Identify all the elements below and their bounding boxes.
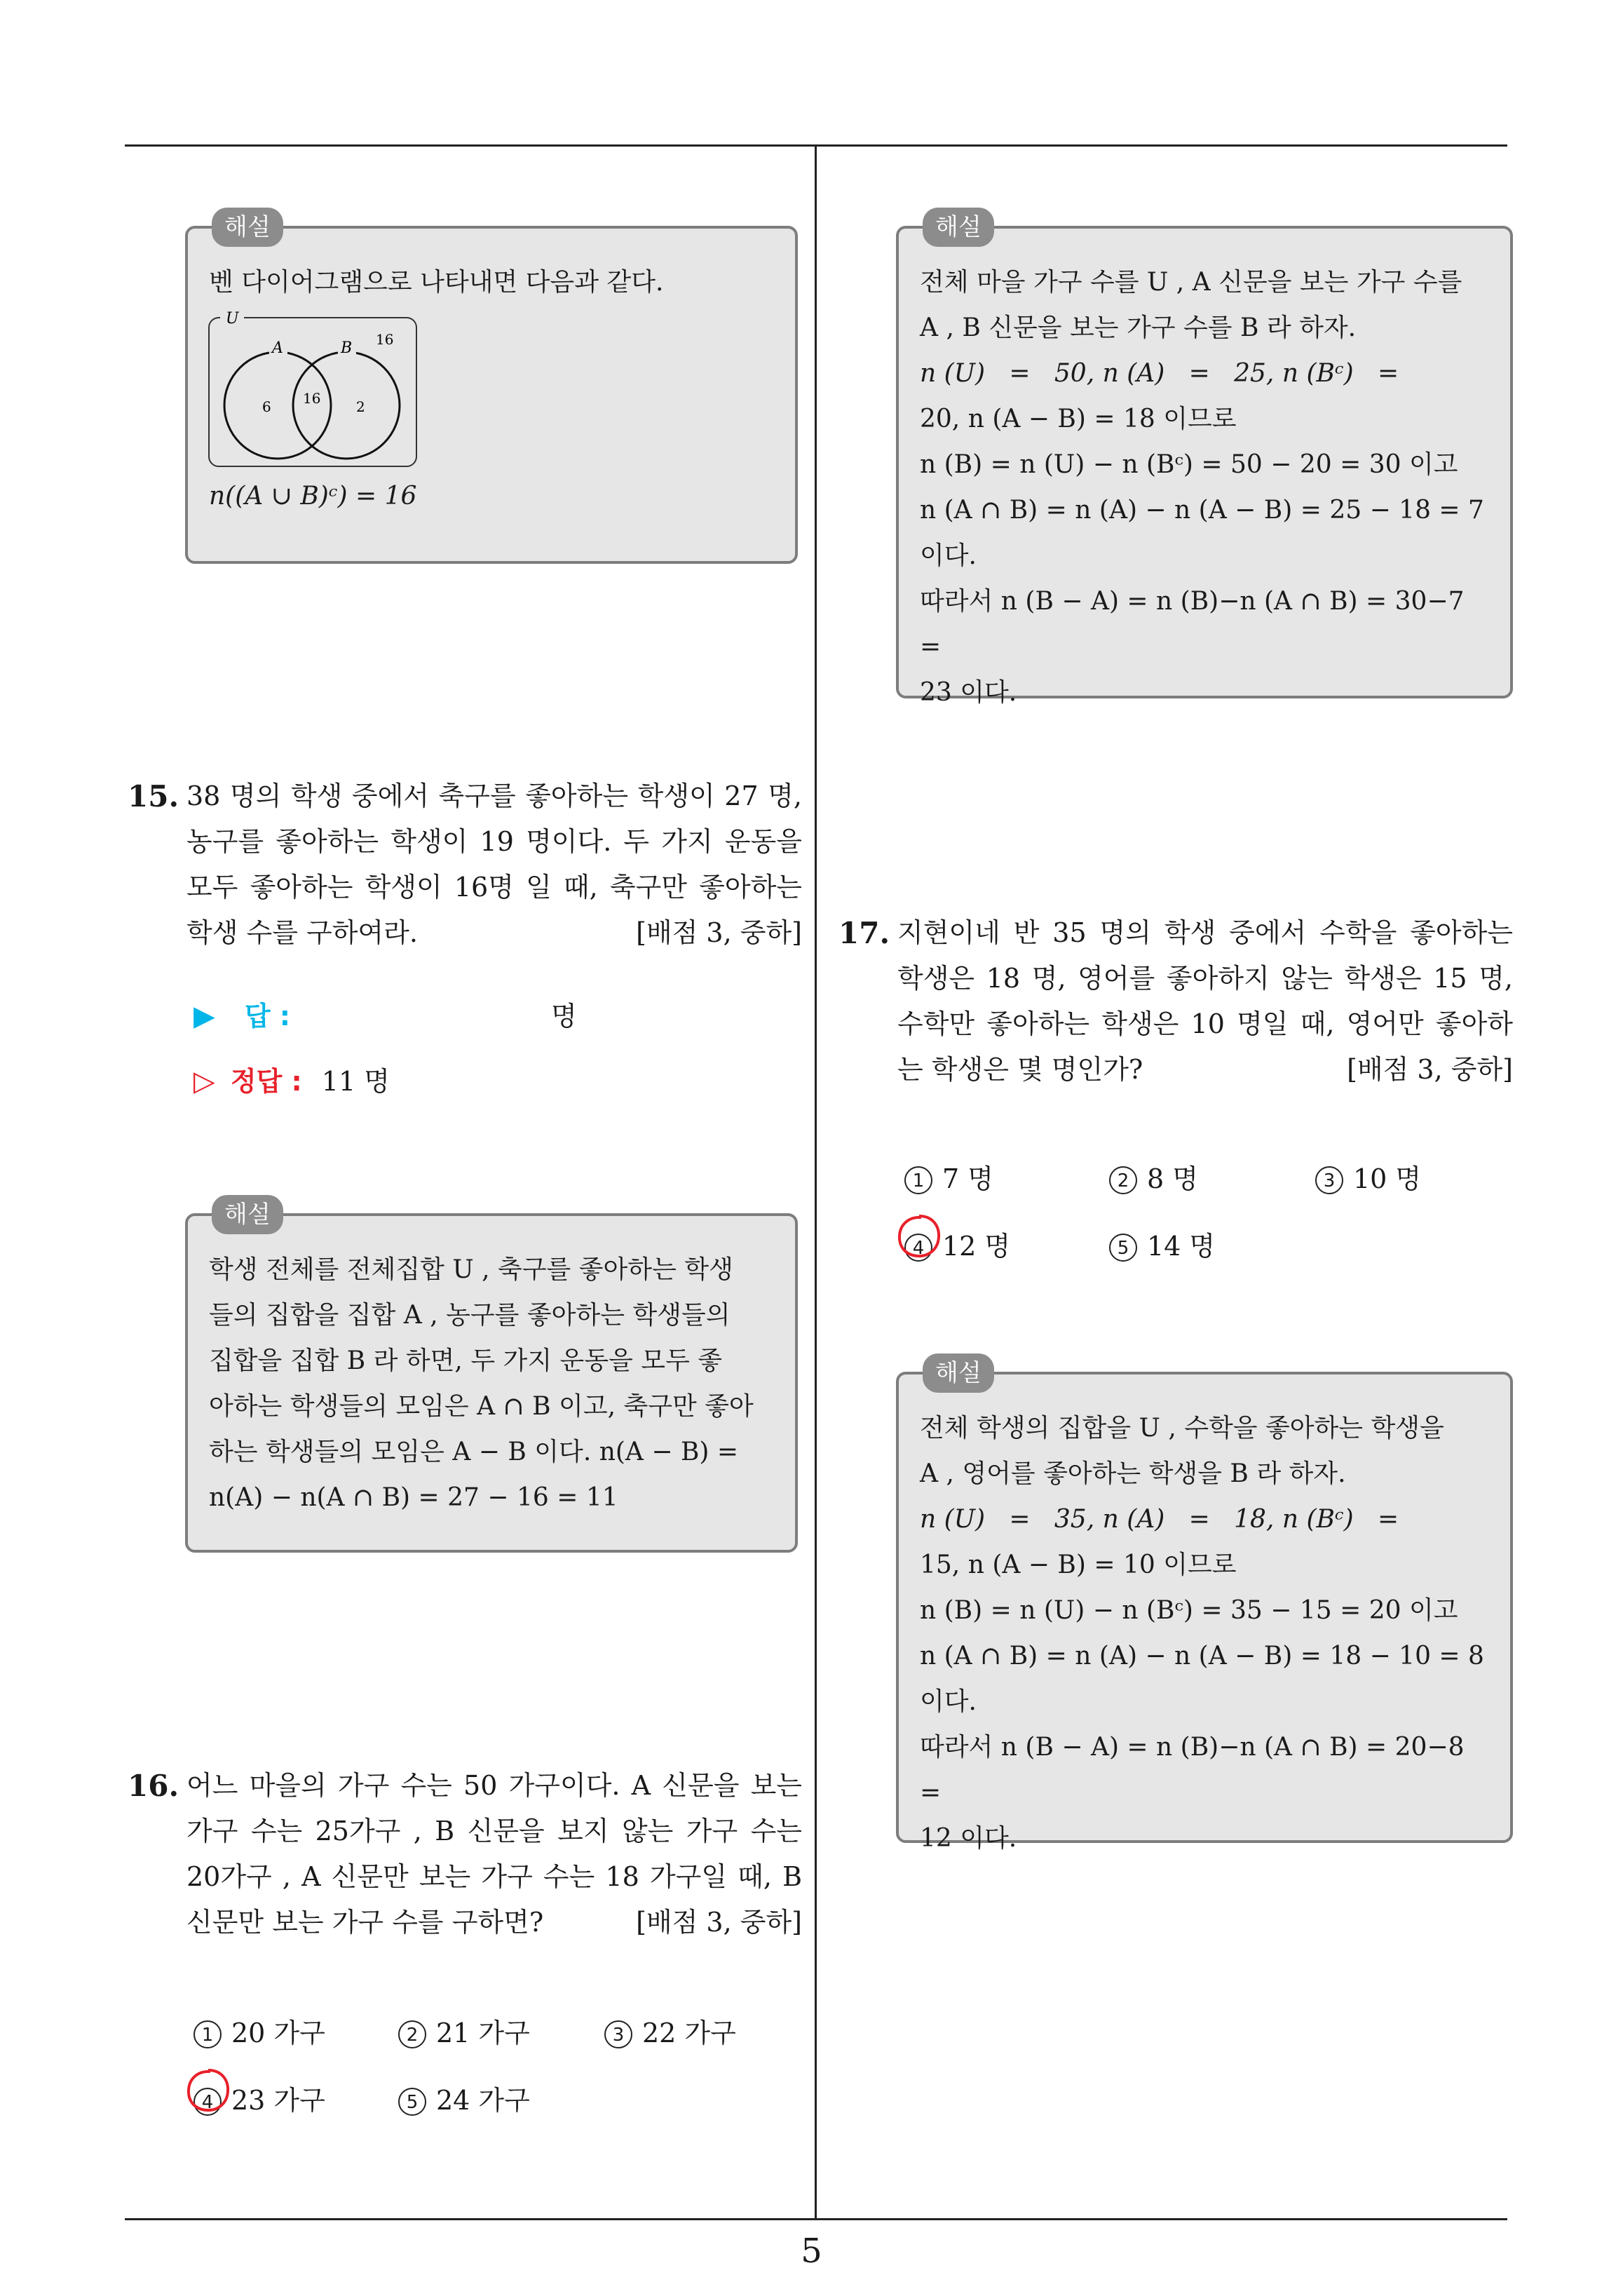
solution-line: n (A ∩ B) = n (A) − n (A − B) = 18 − 10 = 8 — [920, 1642, 1484, 1670]
solution-tag: 해설 — [923, 208, 994, 247]
question-text: 38 명의 학생 중에서 축구를 좋아하는 학생이 27 명, 농구를 좋아하는 학생이 19 명이다. 두 가지 운동을 모두 좋아하는 학생이 16명 일 때, 축구만 좋아하는 학생 수를 구하여라. [배점 3, 중하] — [186, 774, 802, 956]
venn-label-b: B — [341, 339, 353, 357]
correct-value: 11 명 — [321, 1066, 390, 1097]
bottom-rule — [125, 2218, 1507, 2220]
selected-answer-mark — [895, 1212, 944, 1261]
choice-2[interactable]: 2 21 가구 — [398, 2011, 530, 2050]
solution-line: 따라서 n (B − A) = n (B)−n (A ∩ B) = 20−8 = — [920, 1733, 1465, 1807]
solution-box-15 — [185, 1201, 798, 1553]
answer-label: 답 : — [244, 1001, 290, 1032]
venn-only-a-value: 6 — [262, 398, 271, 415]
circled-number-icon: 2 — [1109, 1166, 1137, 1194]
choice-2[interactable]: 2 8 명 — [1109, 1157, 1198, 1196]
circled-number-icon: 1 — [904, 1166, 932, 1194]
correct-answer-line — [193, 1060, 390, 1098]
choice-5[interactable]: 5 14 명 — [1109, 1224, 1215, 1263]
solution-box-14 — [185, 213, 798, 564]
solution-line: 이다. — [920, 541, 977, 570]
solution-tag: 해설 — [212, 1195, 283, 1234]
question-text: 지현이네 반 35 명의 학생 중에서 수학을 좋아하는 학생은 18 명, 영어를 좋아하지 않는 학생은 15 명, 수학만 좋아하는 학생은 10 명일 때, 영어만 좋아하는 학생은 몇 명인가? [배점 3, 중하] — [897, 910, 1513, 1093]
circled-number-icon: 5 — [1109, 1234, 1137, 1262]
solution-line: 들의 집합을 집합 A , 농구를 좋아하는 학생들의 — [209, 1301, 731, 1330]
choice-5[interactable]: 5 24 가구 — [398, 2079, 530, 2117]
circled-number-icon: 2 — [398, 2020, 426, 2048]
question-text: 어느 마을의 가구 수는 50 가구이다. A 신문을 보는 가구 수는 25가구 , B 신문을 보지 않는 가구 수는 20가구 , A 신문만 보는 가구 수는 18 가구일 때, B 신문만 보는 가구 수를 구하면? [배점 3, 중하] — [186, 1763, 802, 1945]
solution-line: 12 이다. — [920, 1824, 1017, 1853]
answer-input-line[interactable] — [193, 994, 586, 1033]
solution-result: n((A ∪ B)ᶜ) = 16 — [209, 482, 417, 511]
venn-diagram — [208, 309, 418, 471]
solution-line: 20, n (A − B) = 18 이므로 — [920, 405, 1237, 433]
solution-line: A , 영어를 좋아하는 학생을 B 라 하자. — [920, 1459, 1346, 1488]
question-number: 17. — [838, 916, 890, 950]
answer-unit: 명 — [551, 1001, 577, 1032]
play-outline-icon: ▷ — [193, 1065, 215, 1098]
solution-line: A , B 신문을 보는 가구 수를 B 라 하자. — [920, 313, 1357, 342]
solution-line: 아하는 학생들의 모임은 A ∩ B 이고, 축구만 좋아 — [209, 1392, 754, 1421]
solution-line: 23 이다. — [920, 678, 1017, 707]
venn-both-value: 16 — [303, 390, 321, 407]
solution-line: 학생 전체를 전체집합 U , 축구를 좋아하는 학생 — [209, 1255, 733, 1284]
solution-line: 하는 학생들의 모임은 A − B 이다. n(A − B) = — [209, 1438, 739, 1466]
circled-number-icon: 3 — [604, 2020, 632, 2048]
choice-3[interactable]: 3 22 가구 — [604, 2011, 736, 2050]
solution-line: 15, n (A − B) = 10 이므로 — [920, 1551, 1237, 1579]
venn-outside-value: 16 — [376, 331, 394, 348]
choice-4[interactable]: 4 23 가구 — [193, 2079, 325, 2117]
circled-number-icon: 5 — [398, 2088, 426, 2116]
question-15 — [128, 774, 802, 956]
solution-line: n(A) − n(A ∩ B) = 27 − 16 = 11 — [209, 1483, 618, 1512]
solution-line: n (B) = n (U) − n (Bᶜ) = 50 − 20 = 30 이고 — [920, 450, 1458, 479]
selected-answer-mark — [184, 2066, 233, 2115]
question-number: 15. — [128, 779, 179, 813]
score-label: [배점 3, 중하] — [636, 917, 802, 948]
venn-label-a: A — [272, 339, 283, 357]
circled-number-icon: 3 — [1315, 1166, 1343, 1194]
play-icon: ▶ — [193, 1000, 215, 1032]
column-divider — [815, 144, 817, 2220]
solution-line: 전체 마을 가구 수를 U , A 신문을 보는 가구 수를 — [920, 268, 1462, 297]
solution-line: 전체 학생의 집합을 U , 수학을 좋아하는 학생을 — [920, 1414, 1444, 1443]
circled-number-icon: 4 — [193, 2088, 222, 2116]
solution-box-17 — [896, 1359, 1513, 1853]
circled-number-icon: 4 — [904, 1234, 932, 1262]
solution-intro: 벤 다이어그램으로 나타내면 다음과 같다. — [209, 268, 664, 297]
solution-line: 집합을 집합 B 라 하면, 두 가지 운동을 모두 좋 — [209, 1346, 723, 1375]
question-17 — [838, 910, 1513, 1093]
solution-line: n (A ∩ B) = n (A) − n (A − B) = 25 − 18 = 7 — [920, 496, 1484, 525]
solution-line: 이다. — [920, 1687, 977, 1716]
correct-label: 정답 : — [230, 1066, 302, 1097]
question-number: 16. — [128, 1769, 179, 1803]
choice-1[interactable]: 1 20 가구 — [193, 2011, 325, 2050]
choice-1[interactable]: 1 7 명 — [904, 1157, 993, 1196]
solution-line: 따라서 n (B − A) = n (B)−n (A ∩ B) = 30−7 = — [920, 587, 1465, 661]
choice-4[interactable]: 4 12 명 — [904, 1224, 1010, 1263]
solution-box-16 — [896, 213, 1513, 707]
score-label: [배점 3, 중하] — [636, 1907, 802, 1938]
solution-line: n (U) = 50, n (A) = 25, n (Bᶜ) = — [920, 359, 1399, 388]
solution-tag: 해설 — [923, 1353, 994, 1393]
solution-line: n (B) = n (U) − n (Bᶜ) = 35 − 15 = 20 이고 — [920, 1596, 1458, 1625]
page-number: 5 — [801, 2231, 822, 2271]
solution-tag: 해설 — [212, 208, 283, 247]
circled-number-icon: 1 — [193, 2020, 222, 2048]
score-label: [배점 3, 중하] — [1347, 1054, 1513, 1085]
solution-line: n (U) = 35, n (A) = 18, n (Bᶜ) = — [920, 1505, 1399, 1534]
question-16 — [128, 1763, 802, 1945]
venn-universe-label: U — [226, 310, 239, 327]
choice-3[interactable]: 3 10 명 — [1315, 1157, 1421, 1196]
venn-only-b-value: 2 — [356, 398, 365, 415]
